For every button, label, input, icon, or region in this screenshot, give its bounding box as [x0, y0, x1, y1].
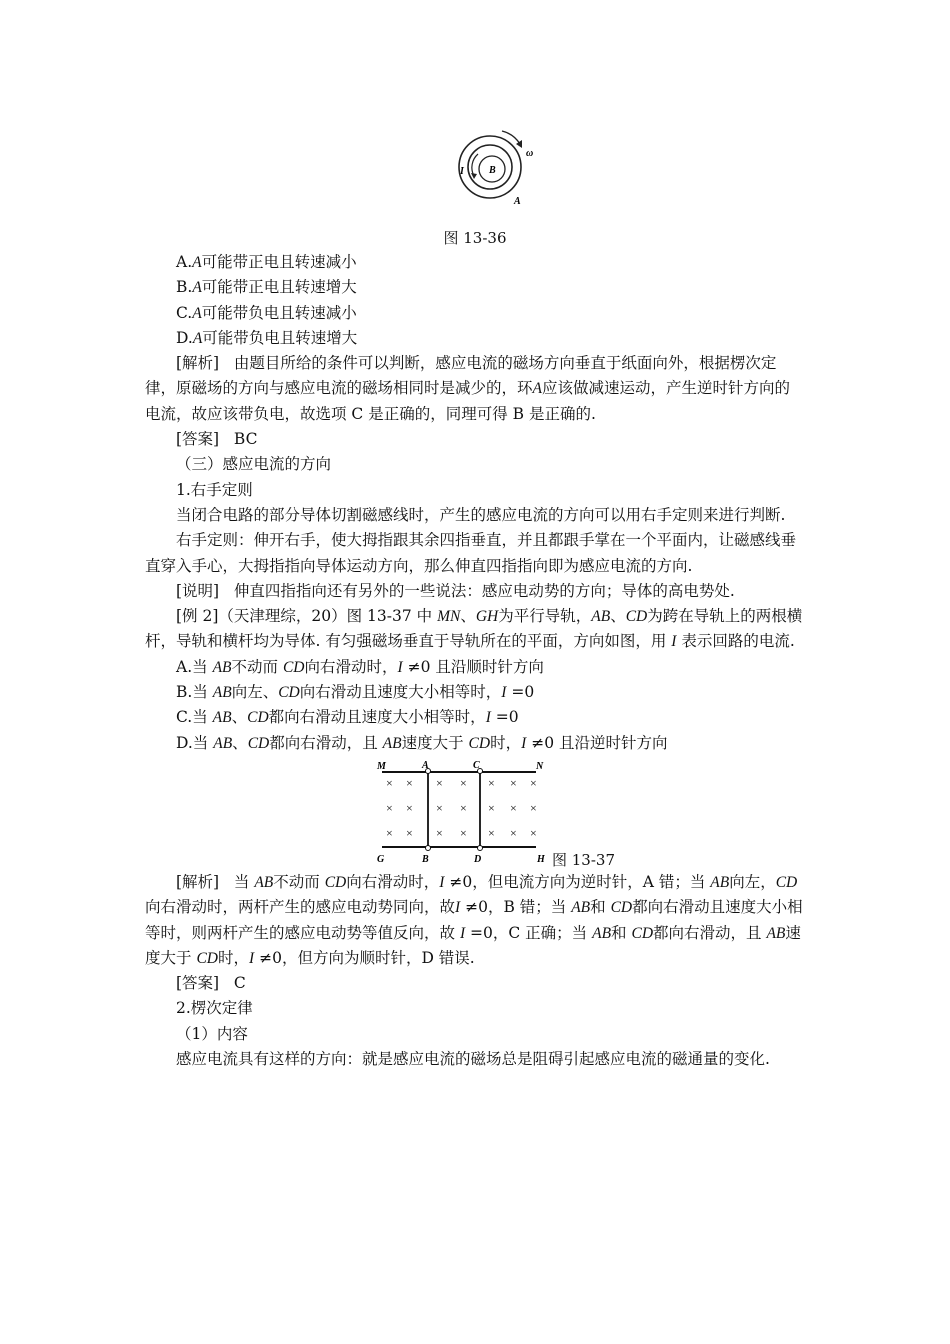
- option-2c: C.当 AB、CD都向右滑动且速度大小相等时，I =0: [176, 708, 519, 727]
- answer-2: [答案] C: [176, 974, 246, 993]
- magnetic-field-marks: [386, 776, 537, 840]
- label-B: B: [489, 165, 496, 176]
- contact-D: [478, 845, 483, 850]
- field-mark-1-0: ×: [386, 800, 393, 815]
- field-mark-2-4: ×: [488, 825, 495, 840]
- answer-1: [答案] BC: [176, 430, 258, 449]
- rotation-arrowhead-icon: [516, 140, 522, 148]
- label-C: C: [473, 759, 480, 771]
- field-mark-0-6: ×: [530, 775, 537, 790]
- option-2b: B.当 AB向左、CD向右滑动且速度大小相等时，I =0: [176, 683, 535, 702]
- field-mark-0-4: ×: [488, 775, 495, 790]
- label-M: M: [377, 760, 386, 772]
- option-1d: D.A可能带负电且转速增大: [176, 328, 358, 347]
- option-1b: B.A可能带正电且转速增大: [176, 278, 357, 297]
- option-1c: C.A可能带负电且转速减小: [176, 303, 357, 322]
- option-1a: A.A可能带正电且转速减小: [176, 253, 357, 271]
- label-G: G: [377, 853, 385, 865]
- rotation-arrow: [502, 131, 520, 144]
- field-mark-1-6: ×: [530, 800, 537, 815]
- example-2: [例 2]（天津理综，20）图 13-37 中 MN、GH为平行导轨，AB、CD为跨在导轨上的两根横杆，导轨和横杆均为导体. 有匀强磁场垂直于导轨所在的平面，方向如图，用 I 表示回路的电流.: [145, 607, 803, 651]
- paragraph-lenz: 感应电流具有这样的方向：就是感应电流的磁场总是阻碍引起感应电流的磁通量的变化.: [176, 1050, 770, 1069]
- caption-13-37: 图 13-37: [552, 850, 616, 869]
- field-mark-2-3: ×: [460, 825, 467, 840]
- option-2a: A.当 AB不动而 CD向右滑动时，I ≠0 且沿顺时针方向: [176, 657, 544, 676]
- contact-B: [426, 845, 431, 850]
- field-mark-2-1: ×: [406, 825, 413, 840]
- note: [说明] 伸直四指指向还有另外的一些说法：感应电动势的方向；导体的高电势处.: [176, 581, 735, 600]
- label-D: D: [474, 853, 482, 865]
- field-mark-2-6: ×: [530, 825, 537, 840]
- figure-13-37: [376, 760, 548, 870]
- subheading-right-hand-rule: 1.右手定则: [176, 480, 253, 499]
- label-I: I: [460, 166, 464, 177]
- subheading-lenz-law: 2.楞次定律: [176, 999, 253, 1018]
- paragraph-right-hand-2: 右手定则：伸开右手，使大拇指跟其余四指垂直，并且都跟手掌在一个平面内，让磁感线垂直穿入手心，大拇指指向导体运动方向，那么伸直四指指向即为感应电流的方向.: [145, 531, 797, 575]
- body-text: [145, 250, 805, 1072]
- field-mark-2-5: ×: [510, 825, 517, 840]
- figure-13-37-wrapper: [145, 756, 805, 870]
- field-mark-1-5: ×: [510, 800, 517, 815]
- label-N: N: [536, 760, 544, 772]
- field-mark-1-4: ×: [488, 800, 495, 815]
- field-mark-0-2: ×: [436, 775, 443, 790]
- label-H: H: [537, 853, 545, 865]
- current-arrow: [472, 154, 478, 176]
- field-mark-2-0: ×: [386, 825, 393, 840]
- paragraph-right-hand-1: 当闭合电路的部分导体切割磁感线时，产生的感应电流的方向可以用右手定则来进行判断.: [176, 505, 786, 524]
- field-mark-2-2: ×: [436, 825, 443, 840]
- field-mark-1-2: ×: [436, 800, 443, 815]
- analysis-2: [解析] 当 AB不动而 CD向右滑动时，I ≠0，但电流方向为逆时针，A 错；当 AB向左，CD向右滑动时，两杆产生的感应电动势同向，故I ≠0，B 错；当 AB和 CD都向右滑动且速度大小相等时，则两杆产生的感应电动势等值反向，故 I =0，C 正确；当 AB和 CD都向右滑动，且 AB速度大于 CD时，I ≠0，但方向为顺时针，D 错误.: [145, 872, 803, 967]
- figure-13-36: [448, 124, 538, 208]
- label-A: A: [514, 196, 521, 207]
- field-mark-1-1: ×: [406, 800, 413, 815]
- subheading-lenz-content: （1）内容: [176, 1024, 248, 1043]
- label-A2: A: [422, 759, 429, 771]
- section-heading-3: （三）感应电流的方向: [176, 455, 332, 474]
- label-B2: B: [422, 853, 429, 865]
- field-mark-1-3: ×: [460, 800, 467, 815]
- caption-13-36: 图 13-36: [443, 229, 507, 247]
- field-mark-0-5: ×: [510, 775, 517, 790]
- field-mark-0-3: ×: [460, 775, 467, 790]
- analysis-1: [解析] 由题目所给的条件可以判断，感应电流的磁场方向垂直于纸面向外，根据楞次定律，原磁场的方向与感应电流的磁场相同时是减少的，环A应该做减速运动，产生逆时针方向的电流，故应该带负电，故选项 C 是正确的，同理可得 B 是正确的.: [145, 354, 790, 423]
- field-mark-0-0: ×: [386, 775, 393, 790]
- field-mark-0-1: ×: [406, 775, 413, 790]
- option-2d: D.当 AB、CD都向右滑动，且 AB速度大于 CD时，I ≠0 且沿逆时针方向: [176, 733, 668, 752]
- label-omega: ω: [526, 148, 534, 159]
